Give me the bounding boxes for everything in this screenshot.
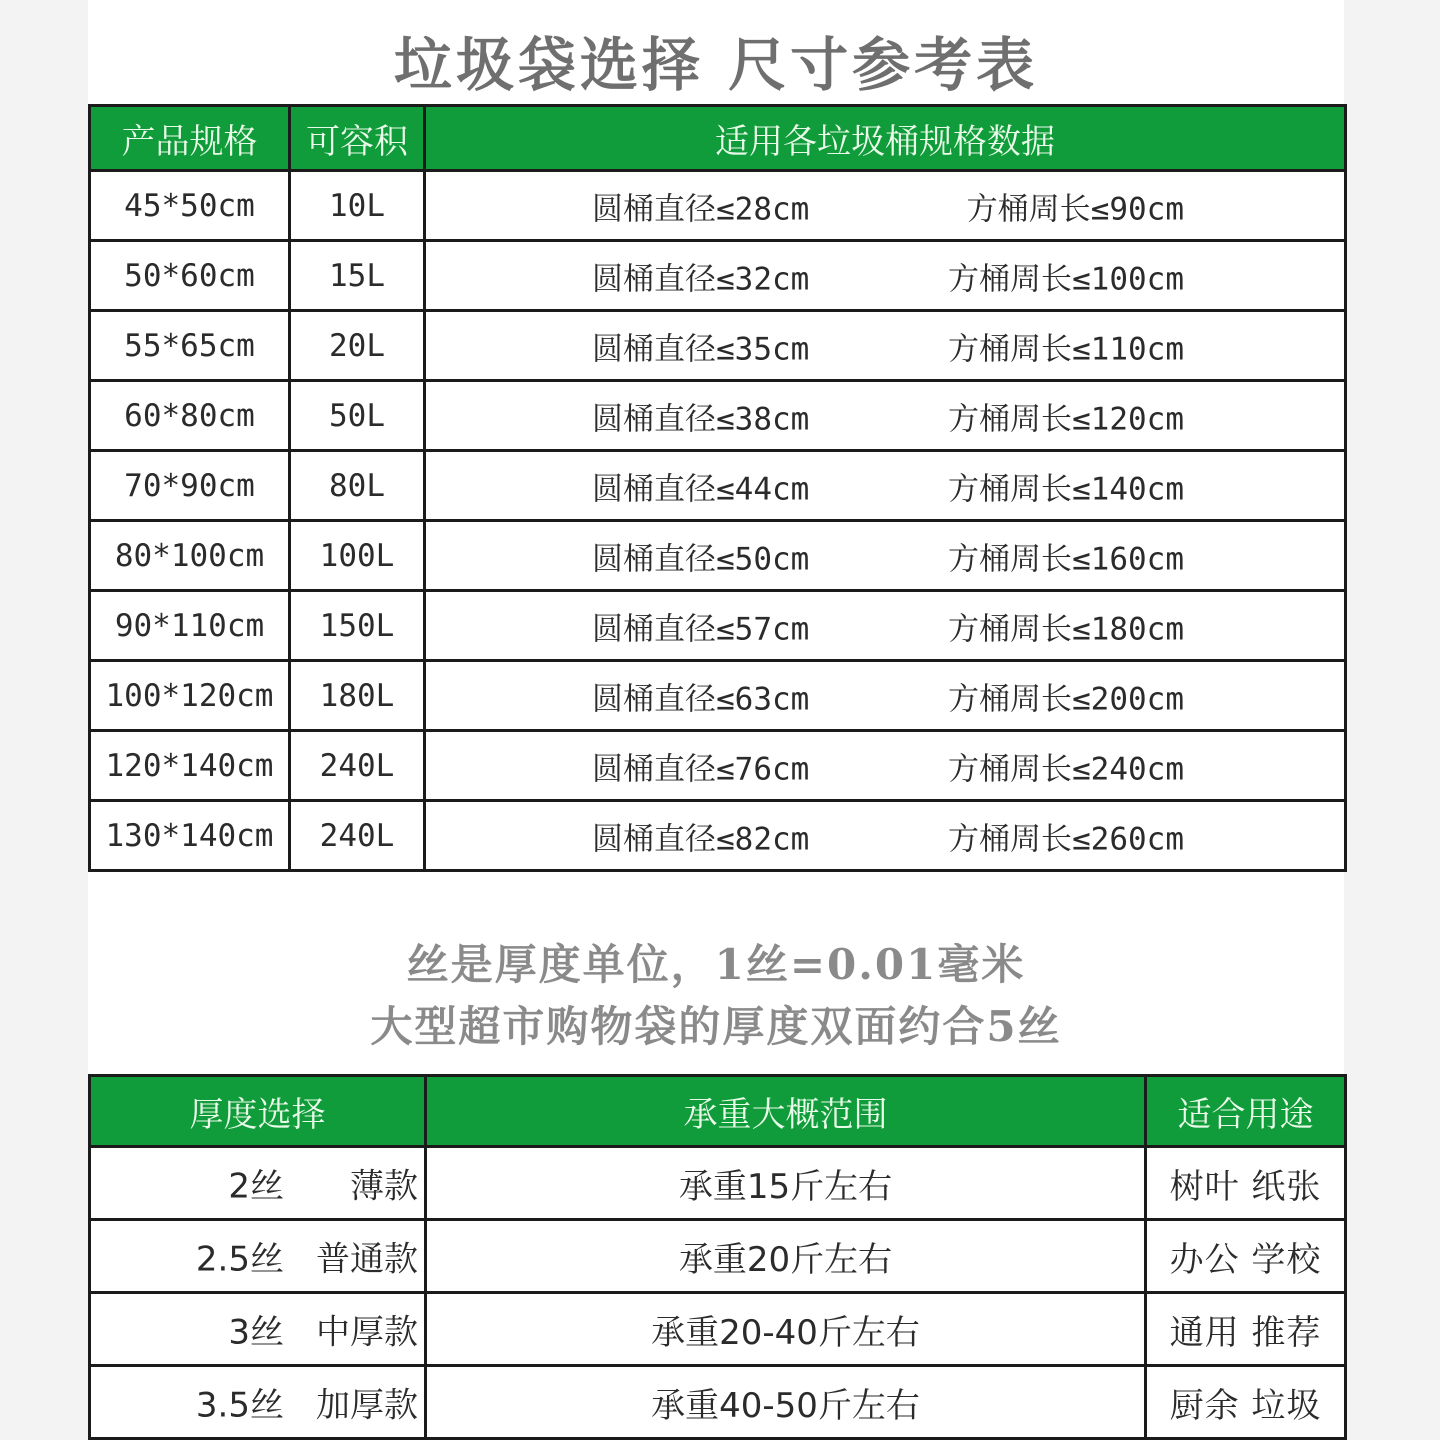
table-row <box>90 1220 1346 1293</box>
header-thickness: 厚度选择 <box>90 1076 426 1147</box>
bin-data-cell <box>425 591 1346 661</box>
reference-sheet <box>88 0 1344 1440</box>
bin-data-cell <box>425 311 1346 381</box>
square-bin-perimeter: 方桶周长≤180cm <box>948 611 1184 647</box>
square-bin-perimeter: 方桶周长≤90cm <box>966 191 1184 227</box>
square-bin-perimeter: 方桶周长≤120cm <box>948 401 1184 437</box>
bin-data-cell <box>425 731 1346 801</box>
spec-cell: 120*140cm <box>90 731 290 801</box>
square-bin-perimeter: 方桶周长≤140cm <box>948 471 1184 507</box>
thickness-cell <box>90 1220 426 1293</box>
volume-cell: 50L <box>290 381 425 451</box>
square-bin-perimeter: 方桶周长≤160cm <box>948 541 1184 577</box>
bin-data-cell <box>425 661 1346 731</box>
thickness-cell <box>90 1293 426 1366</box>
thickness-table-header <box>90 1076 1346 1147</box>
use-cell: 树叶 纸张 <box>1146 1147 1346 1220</box>
table-row <box>90 1293 1346 1366</box>
thickness-cell <box>90 1366 426 1439</box>
size-table-header <box>90 106 1346 171</box>
spec-cell: 70*90cm <box>90 451 290 521</box>
thickness-value: 3.5丝 <box>195 1385 284 1426</box>
volume-cell: 150L <box>290 591 425 661</box>
load-cell: 承重40-50斤左右 <box>426 1366 1146 1439</box>
use-cell: 办公 学校 <box>1146 1220 1346 1293</box>
spec-cell: 60*80cm <box>90 381 290 451</box>
volume-cell: 80L <box>290 451 425 521</box>
square-bin-perimeter: 方桶周长≤200cm <box>948 681 1184 717</box>
bin-data-cell <box>425 241 1346 311</box>
round-bin-diameter: 圆桶直径≤28cm <box>592 191 810 227</box>
table-row <box>90 521 1346 591</box>
volume-cell: 20L <box>290 311 425 381</box>
header-volume: 可容积 <box>290 106 425 171</box>
bin-data-cell <box>425 521 1346 591</box>
spec-cell: 90*110cm <box>90 591 290 661</box>
table-row <box>90 241 1346 311</box>
thickness-type: 加厚款 <box>316 1385 418 1426</box>
volume-cell: 15L <box>290 241 425 311</box>
bin-data-cell <box>425 381 1346 451</box>
thickness-table <box>88 1074 1347 1440</box>
thickness-value: 2丝 <box>228 1166 284 1207</box>
round-bin-diameter: 圆桶直径≤44cm <box>592 471 810 507</box>
page-title: 垃圾袋选择 尺寸参考表 <box>393 31 1039 99</box>
thickness-type: 中厚款 <box>316 1312 418 1353</box>
round-bin-diameter: 圆桶直径≤76cm <box>592 751 810 787</box>
round-bin-diameter: 圆桶直径≤82cm <box>592 821 810 857</box>
use-cell: 厨余 垃圾 <box>1146 1366 1346 1439</box>
thickness-type: 普通款 <box>316 1239 418 1280</box>
volume-cell: 240L <box>290 801 425 871</box>
thickness-value: 3丝 <box>228 1312 284 1353</box>
round-bin-diameter: 圆桶直径≤35cm <box>592 331 810 367</box>
bin-data-cell <box>425 801 1346 871</box>
table-row <box>90 1147 1346 1220</box>
square-bin-perimeter: 方桶周长≤100cm <box>948 261 1184 297</box>
table-row <box>90 171 1346 241</box>
spec-cell: 80*100cm <box>90 521 290 591</box>
round-bin-diameter: 圆桶直径≤50cm <box>592 541 810 577</box>
header-use: 适合用途 <box>1146 1076 1346 1147</box>
round-bin-diameter: 圆桶直径≤63cm <box>592 681 810 717</box>
bin-data-cell <box>425 171 1346 241</box>
square-bin-perimeter: 方桶周长≤240cm <box>948 751 1184 787</box>
load-cell: 承重20-40斤左右 <box>426 1293 1146 1366</box>
thickness-type: 薄款 <box>350 1166 418 1207</box>
spec-cell: 55*65cm <box>90 311 290 381</box>
table-row <box>90 661 1346 731</box>
volume-cell: 240L <box>290 731 425 801</box>
round-bin-diameter: 圆桶直径≤38cm <box>592 401 810 437</box>
table-row <box>90 801 1346 871</box>
note-unit: 丝是厚度单位，1丝=0.01毫米 <box>406 940 1026 989</box>
volume-cell: 180L <box>290 661 425 731</box>
size-reference-table <box>88 104 1347 872</box>
thickness-value: 2.5丝 <box>195 1239 284 1280</box>
square-bin-perimeter: 方桶周长≤260cm <box>948 821 1184 857</box>
spec-cell: 45*50cm <box>90 171 290 241</box>
header-bin-data: 适用各垃圾桶规格数据 <box>425 106 1346 171</box>
table-row <box>90 1366 1346 1439</box>
round-bin-diameter: 圆桶直径≤57cm <box>592 611 810 647</box>
header-spec: 产品规格 <box>90 106 290 171</box>
note-shopping-bag: 大型超市购物袋的厚度双面约合5丝 <box>370 1002 1062 1051</box>
table-row <box>90 311 1346 381</box>
spec-cell: 50*60cm <box>90 241 290 311</box>
use-cell: 通用 推荐 <box>1146 1293 1346 1366</box>
square-bin-perimeter: 方桶周长≤110cm <box>948 331 1184 367</box>
header-load: 承重大概范围 <box>426 1076 1146 1147</box>
volume-cell: 100L <box>290 521 425 591</box>
spec-cell: 130*140cm <box>90 801 290 871</box>
table-row <box>90 731 1346 801</box>
load-cell: 承重20斤左右 <box>426 1220 1146 1293</box>
load-cell: 承重15斤左右 <box>426 1147 1146 1220</box>
bin-data-cell <box>425 451 1346 521</box>
table-row <box>90 591 1346 661</box>
spec-cell: 100*120cm <box>90 661 290 731</box>
table-row <box>90 381 1346 451</box>
round-bin-diameter: 圆桶直径≤32cm <box>592 261 810 297</box>
thickness-cell <box>90 1147 426 1220</box>
table-row <box>90 451 1346 521</box>
volume-cell: 10L <box>290 171 425 241</box>
